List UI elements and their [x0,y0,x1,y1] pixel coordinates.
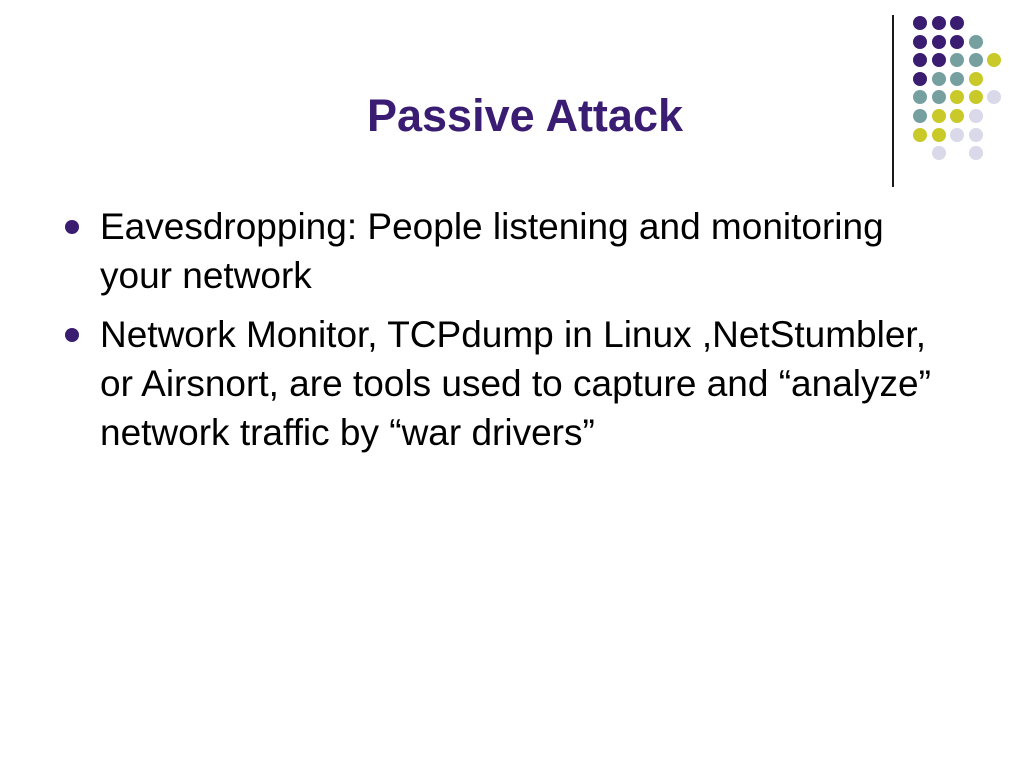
bullet-list [65,202,960,467]
decoration-dot [932,146,946,160]
slide-title: Passive Attack [366,90,684,141]
dot-grid-empty-cell [987,146,1006,165]
dot-grid-empty-cell [913,146,932,165]
decoration-dot [950,16,964,30]
decoration-dot [932,72,946,86]
decoration-dot [950,72,964,86]
decoration-dot [913,16,927,30]
decoration-dot [932,16,946,30]
dot-grid-empty-cell [987,16,1006,35]
dot-grid-cell [950,35,969,54]
bullet-item [65,310,960,457]
dot-grid-cell [969,35,988,54]
decoration-dot [950,35,964,49]
bullet-text: Network Monitor, TCPdump in Linux ,NetStumbler, or Airsnort, are tools used to capture and “analyze” network traffic by “war drivers” [100,314,931,453]
decoration-dot [913,35,927,49]
dot-grid-empty-cell [969,16,988,35]
dot-grid-cell [913,35,932,54]
dot-grid-cell [950,53,969,72]
dot-grid-empty-cell [950,146,969,165]
dot-grid-cell [932,53,951,72]
bullet-text: Eavesdropping: People listening and monitoring your network [100,206,884,296]
dot-grid-cell [913,16,932,35]
dot-grid-cell [913,53,932,72]
decoration-dot [913,72,927,86]
decoration-dot [969,72,983,86]
decoration-dot [969,53,983,67]
bullet-item [65,202,960,300]
dot-grid-cell [950,16,969,35]
dot-grid-cell [969,146,988,165]
dot-grid-cell [969,53,988,72]
dot-grid-cell [932,35,951,54]
decoration-dot [932,35,946,49]
dot-grid-cell [932,16,951,35]
decoration-dot [913,53,927,67]
bullet-icon [65,220,79,234]
dot-grid-cell [987,53,1006,72]
decoration-dot [969,35,983,49]
bullet-icon [65,328,79,342]
dot-grid-empty-cell [987,35,1006,54]
decoration-dot [969,146,983,160]
decoration-dot [950,53,964,67]
decoration-dot [987,53,1001,67]
decoration-dot [932,53,946,67]
dot-grid-cell [932,146,951,165]
